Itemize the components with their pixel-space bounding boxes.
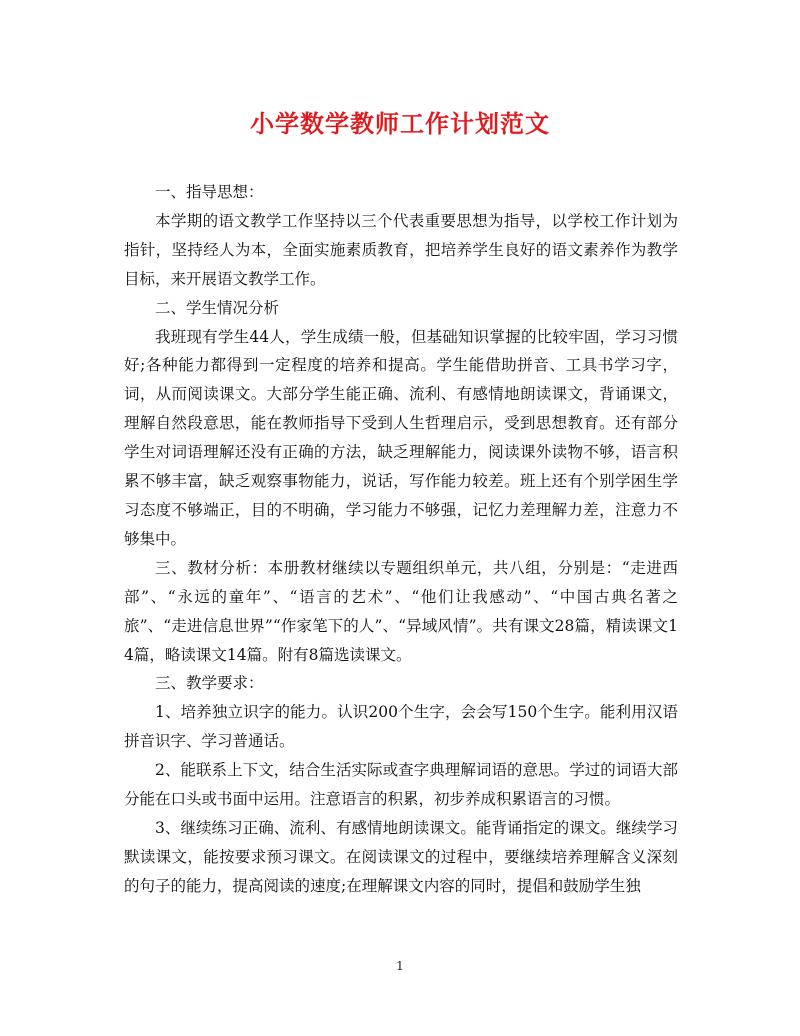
page-number: 1 [396, 959, 404, 973]
paragraph-guiding-ideology: 本学期的语文教学工作坚持以三个代表重要思想为指导，以学校工作计划为指针，坚持经人为本，全面实施素质教育，把培养学生良好的语文素养作为教学目标，来开展语文教学工作。 [124, 211, 678, 288]
requirement-item-2: 2、能联系上下文，结合生活实际或查字典理解词语的意思。学过的词语大部分能在口头或书面中运用。注意语言的积累，初步养成积累语言的习惯。 [124, 761, 678, 809]
paragraph-student-analysis: 我班现有学生44人，学生成绩一般，但基础知识掌握的比较牢固，学习习惯好;各种能力都得到一定程度的培养和提高。学生能借助拼音、工具书学习字，词，从而阅读课文。大部分学生能正确、流利、有感情地朗读课文，背诵课文，理解自然段意思，能在教师指导下受到人生哲理启示，受到思想教育。还有部分学生对词语理解还没有正确的方法，缺乏理解能力，阅读课外读物不够，语言积累不够丰富，缺乏观察事物能力，说话，写作能力较差。班上还有个别学困生学习态度不够端正，目的不明确，学习能力不够强，记忆力差理解力差，注意力不够集中。 [124, 327, 678, 548]
paragraph-textbook-analysis: 三、教材分析：本册教材继续以专题组织单元，共八组，分别是：“走进西部”、“永远的童年”、“语言的艺术”、“他们让我感动”、“中国古典名著之旅”、“走进信息世界”“作家笔下的人”、“异域风情”。共有课文28篇，精读课文14篇，略读课文14篇。附有8篇选读课文。 [124, 558, 678, 664]
requirement-item-3: 3、继续练习正确、流利、有感情地朗读课文。能背诵指定的课文。继续学习默读课文，能按要求预习课文。在阅读课文的过程中，要继续培养理解含义深刻的句子的能力，提高阅读的速度;在理解课文内容的同时，提倡和鼓励学生独 [124, 818, 678, 895]
document-body [124, 178, 678, 901]
section-heading-teaching-requirements: 三、教学要求： [155, 674, 264, 693]
document-title: 小学数学教师工作计划范文 [250, 109, 550, 138]
requirement-item-1: 1、培养独立识字的能力。认识200个生字，会会写150个生字。能利用汉语拼音识字、学习普通话。 [124, 703, 678, 751]
section-heading-student-analysis: 二、学生情况分析 [155, 298, 280, 317]
section-heading-guiding-ideology: 一、指导思想： [155, 183, 264, 201]
